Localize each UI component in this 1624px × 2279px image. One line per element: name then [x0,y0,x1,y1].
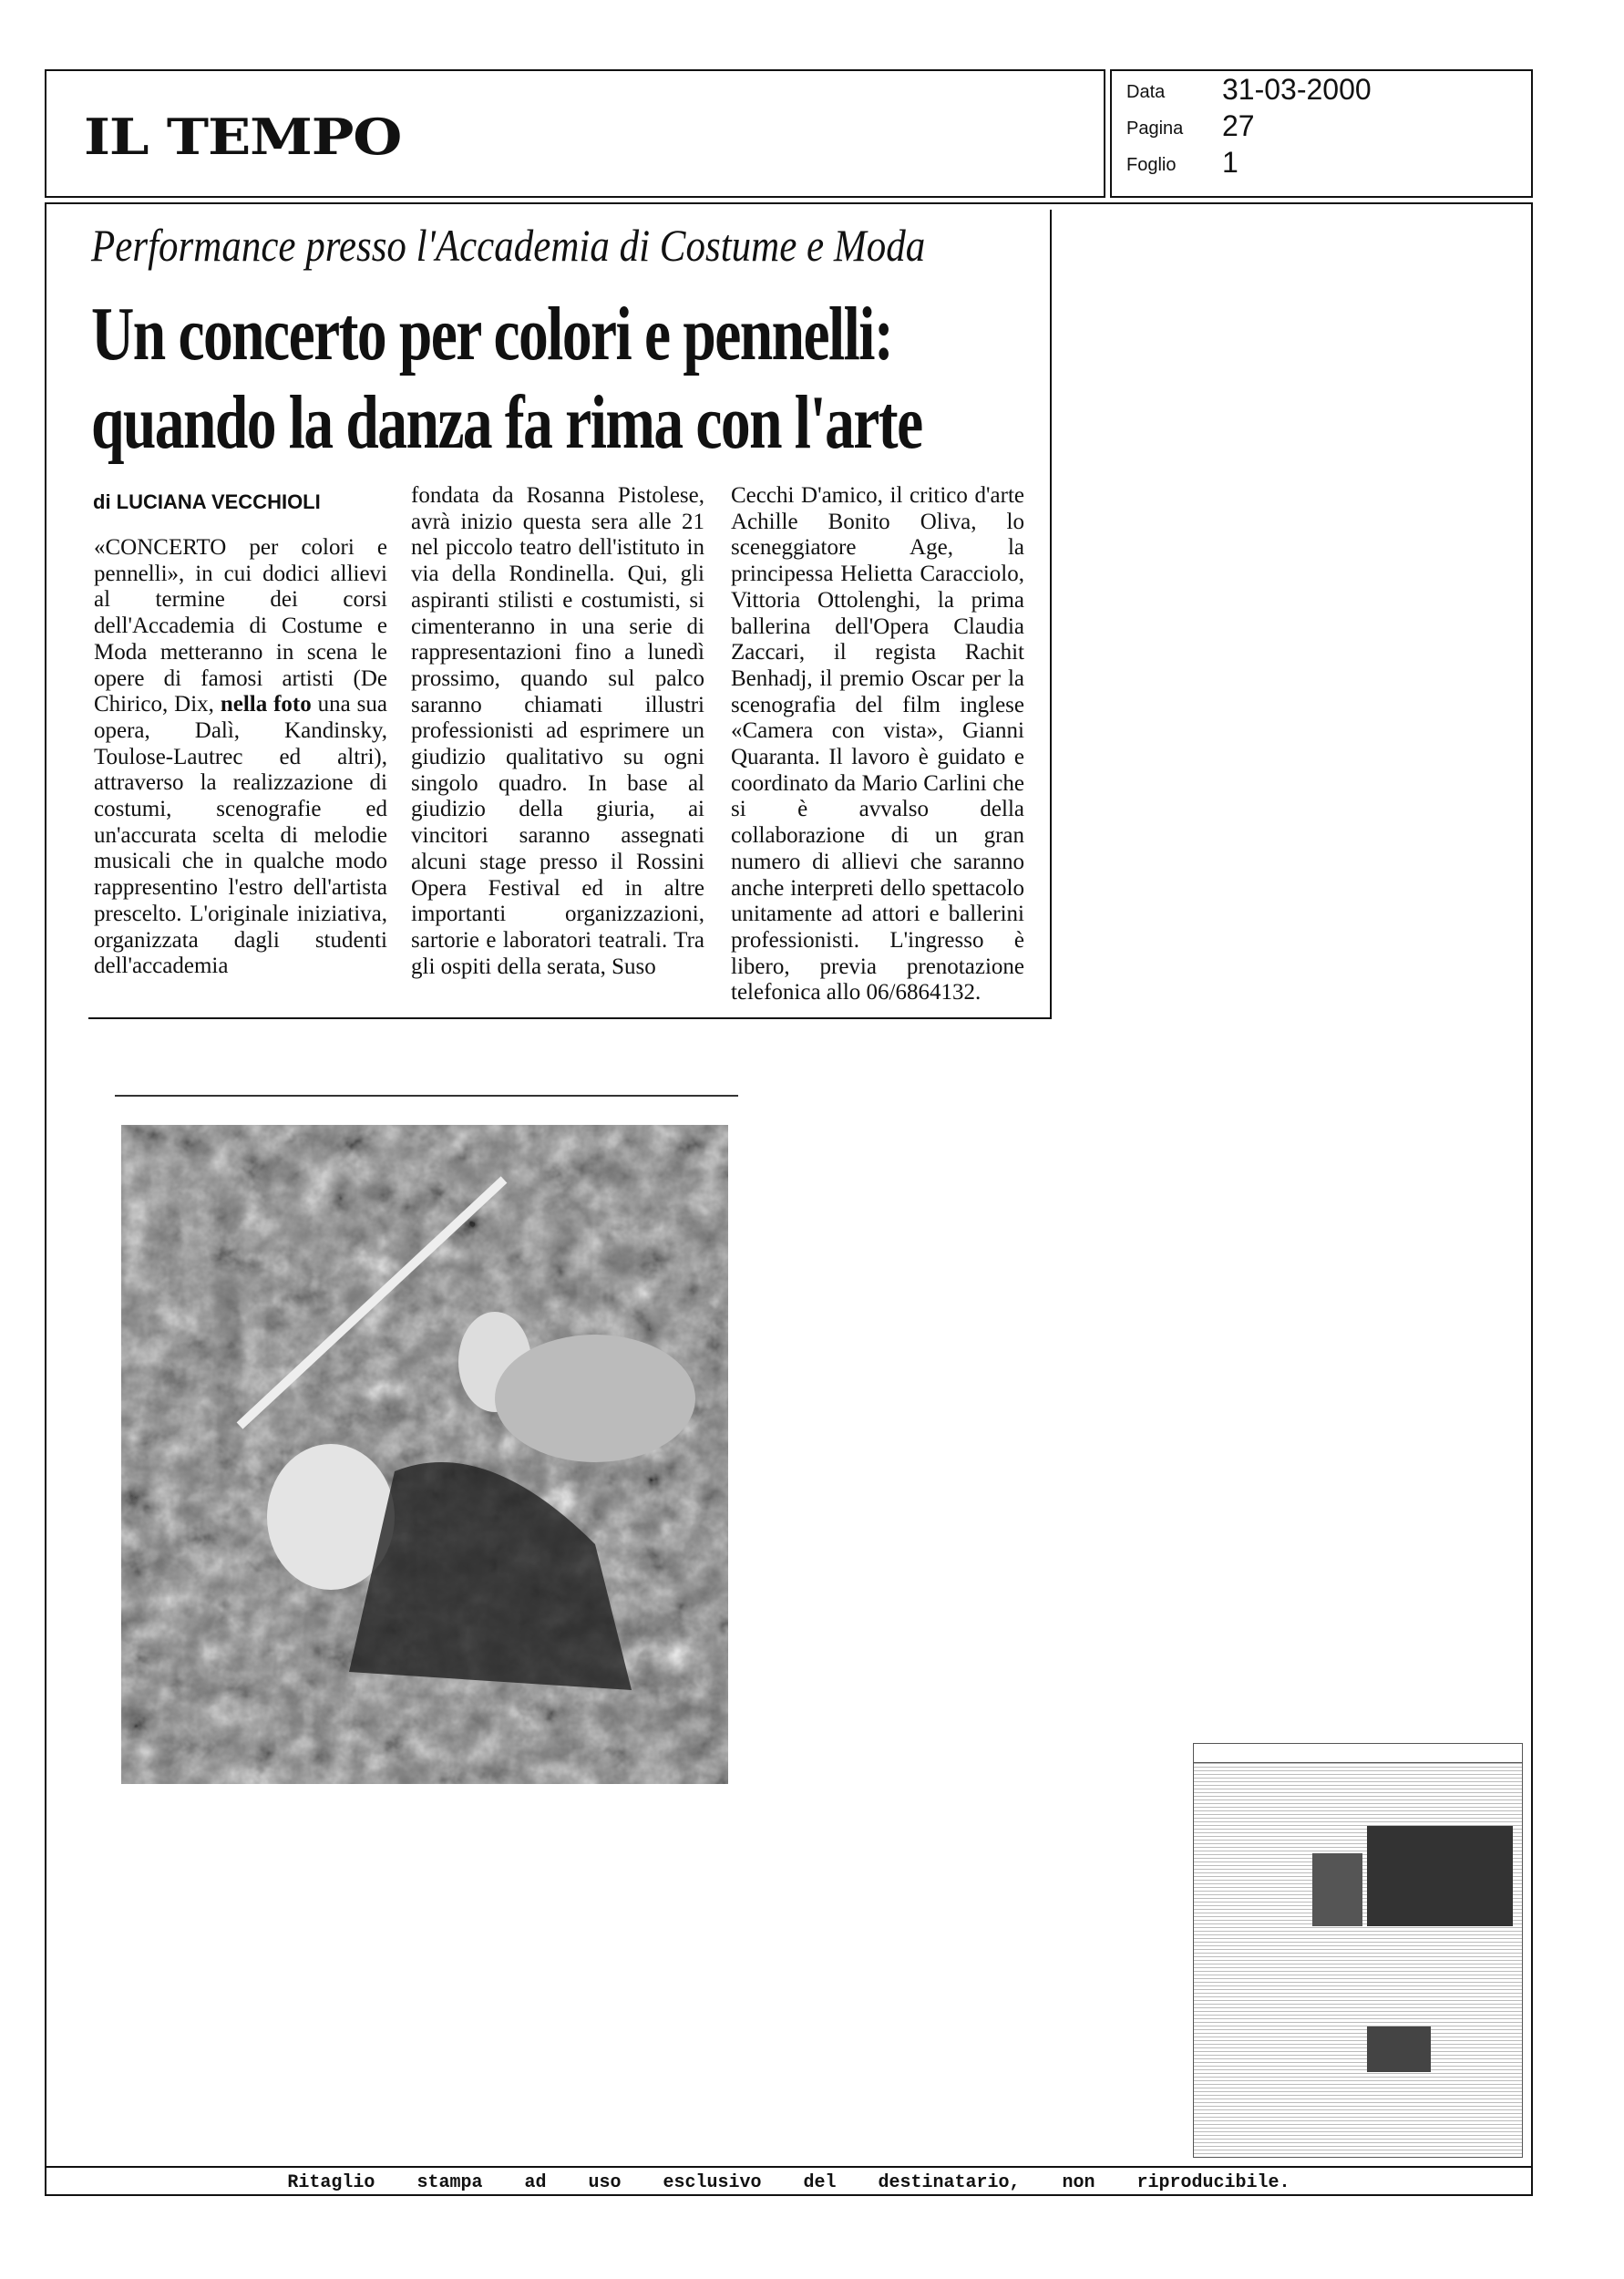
col2-text: fondata da Rosanna Pistolese, avrà inizio questa sera alle 21 nel piccolo teatro dell'istituto in via della Rondinella. Qui, gli aspiranti stilisti e costumisti, si cimenteranno in una serie di rappresentazioni fino a lunedì prossimo, quando sul palco saranno chiamati illustri professionisti ad esprimere un giudizio qualitativo su ogni singolo quadro. In base al giudizio della giuria, ai vincitori saranno assegnati alcuni stage presso il Rossini Opera Festival ed in altre importanti organizzazioni, sartorie e laboratori teatrali. Tra gli ospiti della serata, Suso [411,483,704,979]
page-thumbnail [1193,1743,1523,2158]
footer-disclaimer: Ritaglio stampa ad uso esclusivo del destinatario, non riproducibile. [287,2172,1290,2193]
article-bottom-border [88,1017,1052,1019]
col3-text: Cecchi D'amico, il critico d'arte Achille Bonito Oliva, lo sceneggiatore Age, la principessa Helietta Caracciolo, Vittoria Ottolenghi, la prima ballerina dell'Opera Claudia Zaccari, il regista Rachit Benhadj, il premio Oscar per la scenografia del film inglese «Camera con vista», Gianni Quaranta. Il lavoro è guidato e coordinato da Mario Carlini che si è avvalso della collaborazione di un gran numero di allievi che saranno anche interpreti dello spettacolo unitamente ad attori e ballerini professionisti. L'ingresso è libero, previa prenotazione telefonica allo 06/6864132. [731,483,1024,1005]
footer-rule [45,2166,1533,2168]
article-right-border [1050,210,1052,1019]
page-value: 27 [1222,109,1255,142]
date-label: Data [1126,82,1166,102]
article-column-2 [411,483,704,980]
article-photo [121,1125,728,1784]
headline-line-1: Un concerto per colori e pennelli: [91,292,893,376]
article-column-1 [94,535,387,980]
col1-photo-ref: nella foto [220,692,312,717]
sheet-label: Foglio [1126,155,1177,175]
col1-text-a: «CONCERTO per colori e pennelli», in cui dodici allievi al termine dei corsi dell'Accademia di Costume e Moda metteranno in scena le opere di famosi artisti (De Chirico, Dix, [94,535,387,717]
page-label: Pagina [1126,119,1184,139]
article-kicker: Performance presso l'Accademia di Costume e Moda [91,220,926,271]
col1-text-b: una sua opera, Dalì, Kandinsky, Toulose-Lautrec ed altri), attraverso la realizzazione di costumi, scenografie ed un'accurata scelta di melodie musicali che in qualche modo rappresentino l'estro dell'artista prescelto. L'originale iniziativa, organizzata dagli studenti dell'accademia [94,692,387,979]
newspaper-logo: IL TEMPO [84,108,402,166]
headline-line-2: quando la danza fa rima con l'arte [91,380,922,465]
article-column-3 [731,483,1024,1006]
date-value: 31-03-2000 [1222,73,1372,106]
photo-rule [115,1095,738,1097]
byline: di LUCIANA VECCHIOLI [93,490,321,513]
sheet-value: 1 [1222,146,1239,179]
